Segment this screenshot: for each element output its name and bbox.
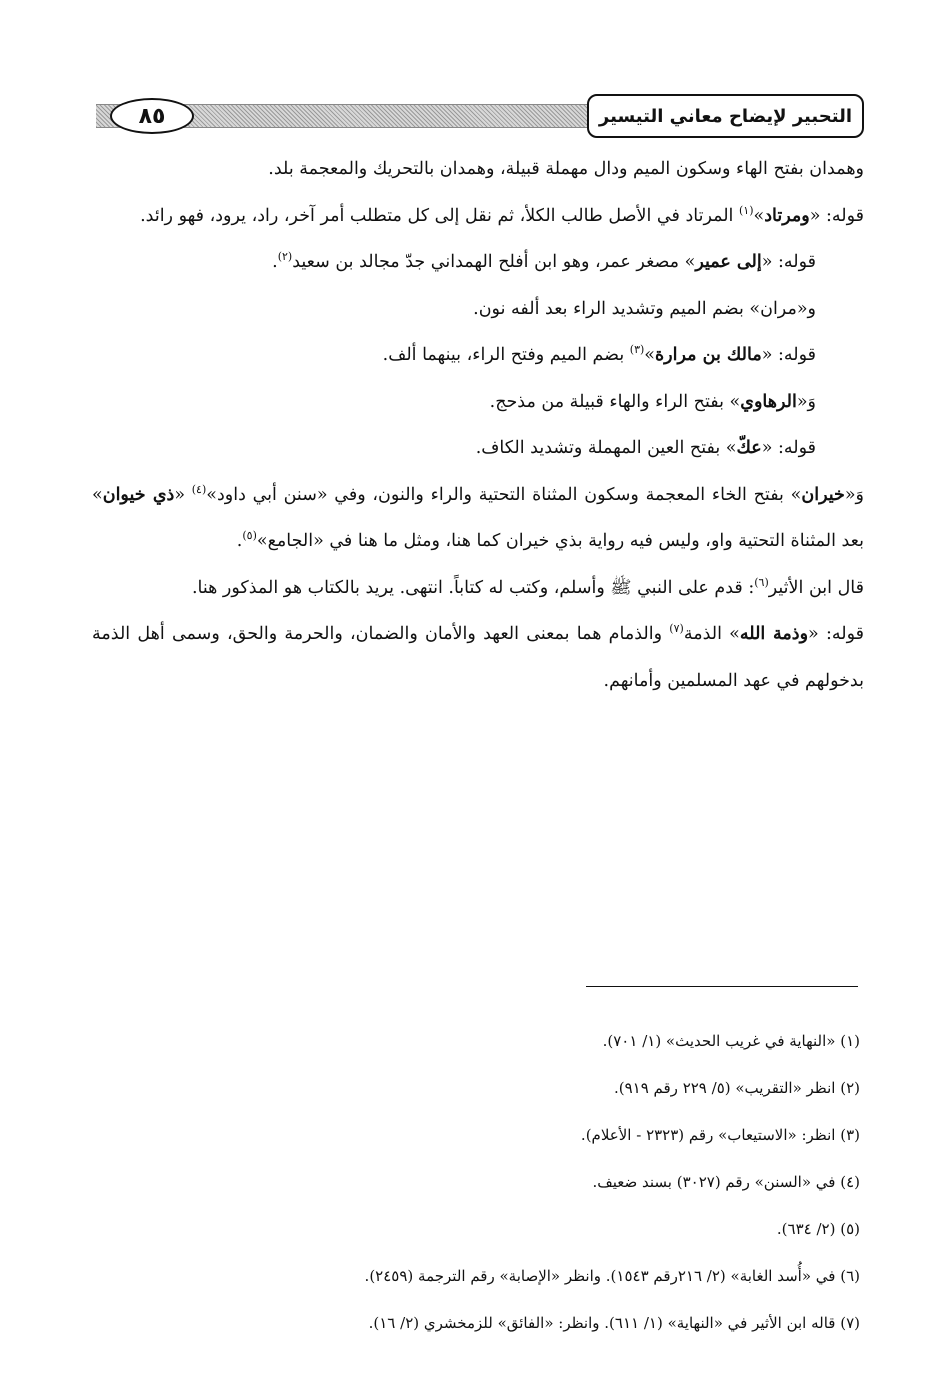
footnote-ref-5[interactable]: (٥)	[242, 529, 257, 543]
paragraph-9: قال ابن الأثير$^{(٦)}$: قدم على النبي ﷺ وأسلم، وكتب له كتاباً. انتهى. يريد بالكتاب هو المذكور هنا.	[191, 575, 864, 598]
paragraph-3: قوله: «إلى عمير» مصغر عمر، وهو ابن أفلح الهمداني جدّ مجالد بن سعيد$^{(٢)}$.	[272, 250, 816, 272]
footnote-4: (٤) في «السنن» رقم (٣٠٢٧) بسند ضعيف.	[592, 1173, 860, 1191]
footnote-6: (٦) في «أُسد الغابة» (٢/ ٢١٦رقم ١٥٤٣). وانظر «الإصابة» رقم الترجمة (٢٤٥٩).	[364, 1267, 860, 1285]
footnote-1: (١) «النهاية في غريب الحديث» (١/ ٧٠١).	[602, 1032, 860, 1050]
footnote-5: (٥) (٢/ ٦٣٤).	[776, 1220, 860, 1238]
footnote-ref-1[interactable]: (١)	[738, 203, 754, 217]
term-khayran: خيران	[801, 484, 845, 505]
page-header	[96, 98, 864, 144]
term-akk: عكّ	[736, 438, 762, 458]
paragraph-8: وَ«خيران» بفتح الخاء المعجمة وسكون المثناة التحتية والراء والنون، وفي «سنن أبي داود»$^{(٤)}$ «ذي خيوان» بعد المثناة التحتية واو، وليس فيه رواية بذي خيران كما هنا، ومثل ما هنا في «الجامع»$^{(٥)}$.	[92, 482, 864, 551]
term-ila-umayr: إلى عمير	[695, 252, 762, 272]
paragraph-6: وَ«الرهاوي» بفتح الراء والهاء قبيلة من مذحج.	[489, 391, 816, 412]
page-number: ٨٥	[110, 98, 194, 134]
paragraph-7: قوله: «عكّ» بفتح العين المهملة وتشديد الكاف.	[475, 438, 816, 458]
term-murtad: ومرتاد	[764, 205, 810, 226]
main-text	[92, 146, 864, 704]
footnote-ref-7[interactable]: (٧)	[669, 622, 684, 636]
footnote-ref-3[interactable]: (٣)	[629, 343, 645, 357]
paragraph-10: قوله: «وذمة الله» الذمة$^{(٧)}$ والذمام هما بمعنى العهد والأمان والضمان، والحرمة والحق، وسمى أهل الذمة بدخولهم في عهد المسلمين وأمانهم.	[92, 622, 865, 691]
book-title: التحبير لإيضاح معاني التيسير	[587, 94, 864, 138]
footnote-7: (٧) قاله ابن الأثير في «النهاية» (١/ ٦١١). وانظر: «الفائق» للزمخشري (٢/ ١٦).	[368, 1314, 860, 1332]
footnotes	[92, 1018, 864, 1347]
paragraph-4: و«مران» بضم الميم وتشديد الراء بعد ألفه نون.	[473, 298, 816, 319]
term-malik-ibn-murara: مالك بن مرارة	[655, 345, 762, 365]
term-dhi-khaywan: ذي خيوان	[102, 484, 175, 505]
term-dhimmat-allah: وذمة الله	[739, 624, 809, 644]
paragraph-5: قوله: «مالك بن مرارة»$^{(٣)}$ بضم الميم وفتح الراء، بينهما ألف.	[382, 343, 816, 365]
paragraph-1: وهمدان بفتح الهاء وسكون الميم ودال مهملة قبيلة، وهمدان بالتحريك والمعجمة بلد.	[268, 159, 864, 179]
term-ruhawi: الرهاوي	[740, 391, 797, 412]
footnote-2: (٢) انظر «التقريب» (٥/ ٢٢٩ رقم ٩١٩).	[613, 1079, 860, 1097]
footnote-ref-6[interactable]: (٦)	[754, 575, 769, 589]
footnote-ref-2[interactable]: (٢)	[277, 250, 293, 264]
paragraph-2: قوله: «ومرتاد»$^{(١)}$ المرتاد في الأصل طالب الكلأ، ثم نقل إلى كل متطلب أمر آخر، راد، يرود، فهو رائد.	[140, 203, 864, 226]
footnote-separator	[586, 986, 858, 987]
footnote-ref-4[interactable]: (٤)	[191, 482, 207, 496]
footnote-3: (٣) انظر: «الاستيعاب» رقم (٢٣٢٣ - الأعلام).	[580, 1126, 860, 1144]
